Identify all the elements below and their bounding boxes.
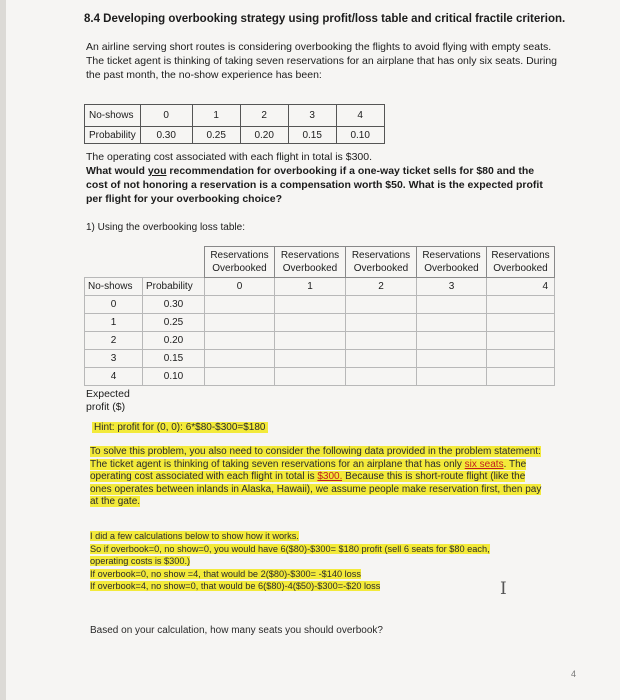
profit-cell[interactable] xyxy=(275,368,346,386)
calc-line: If overbook=4, no show=0, that would be 6($80)-4($50)-$300=-$20 loss xyxy=(90,581,381,591)
profit-cell[interactable] xyxy=(205,350,275,368)
table-cell: 3 xyxy=(288,105,336,127)
noshow-value: 1 xyxy=(85,314,143,332)
profit-cell[interactable] xyxy=(346,350,417,368)
hint-text: Hint: profit for (0, 0): 6*$80-$300=$180 xyxy=(94,422,266,433)
probability-value: 0.10 xyxy=(143,368,205,386)
subheader-row xyxy=(85,278,555,296)
table-cell: 0.20 xyxy=(240,127,288,144)
page-title: 8.4 Developing overbooking strategy using profit/loss table and critical fractile criterion. xyxy=(84,13,566,25)
table-cell: 0 xyxy=(140,105,192,127)
profit-cell[interactable] xyxy=(205,368,275,386)
table-row xyxy=(85,368,555,386)
expected-profit-label: Expected profit ($) xyxy=(86,388,130,413)
table-row xyxy=(85,332,555,350)
overbooked-value: 4 xyxy=(487,278,555,296)
cost-highlight: $300. xyxy=(317,471,343,482)
probability-value: 0.20 xyxy=(143,332,205,350)
loss-table-heading: 1) Using the overbooking loss table: xyxy=(86,222,245,233)
profit-cell[interactable] xyxy=(275,350,346,368)
text-cursor-icon: I xyxy=(500,579,507,599)
table-cell: 0.30 xyxy=(140,127,192,144)
table-cell: 2 xyxy=(240,105,288,127)
probability-value: 0.25 xyxy=(143,314,205,332)
profit-cell[interactable] xyxy=(346,332,417,350)
profit-cell[interactable] xyxy=(275,296,346,314)
profit-cell[interactable] xyxy=(346,296,417,314)
calculations-block xyxy=(90,530,530,593)
noshow-value: 4 xyxy=(85,368,143,386)
profit-cell[interactable] xyxy=(487,350,555,368)
profit-cell[interactable] xyxy=(417,314,487,332)
calc-line: If overbook=0, no show =4, that would be 2($80)-$300= -$140 loss xyxy=(90,568,361,579)
overbooked-value: 0 xyxy=(205,278,275,296)
overbooked-value: 2 xyxy=(346,278,417,296)
profit-cell[interactable] xyxy=(205,332,275,350)
header-row xyxy=(85,247,555,278)
profit-cell[interactable] xyxy=(346,314,417,332)
noshow-value: 2 xyxy=(85,332,143,350)
table-row xyxy=(85,350,555,368)
table-cell: 1 xyxy=(192,105,240,127)
you-underlined: you xyxy=(147,165,167,177)
problem-intro: An airline serving short routes is considering overbooking the flights to avoid flying with empty seats. The ticket agent is thinking of taking seven reservations for an airplane that has only six seats. During the past month, the no-show experience has been: xyxy=(86,41,558,81)
overbooked-value: 3 xyxy=(417,278,487,296)
noshows-header: No-shows xyxy=(85,278,143,296)
profit-cell[interactable] xyxy=(487,314,555,332)
noshow-row-label: No-shows xyxy=(85,105,141,127)
table-row xyxy=(85,314,555,332)
profit-cell[interactable] xyxy=(417,332,487,350)
profit-cell[interactable] xyxy=(417,296,487,314)
column-header: Reservations Overbooked xyxy=(487,247,555,278)
table-cell: 0.10 xyxy=(336,127,384,144)
table-cell: 0.15 xyxy=(288,127,336,144)
profit-cell[interactable] xyxy=(275,314,346,332)
problem-question xyxy=(86,150,556,206)
profit-cell[interactable] xyxy=(205,314,275,332)
cost-line: The operating cost associated with each flight in total is $300. xyxy=(86,151,373,163)
noshow-probability-table xyxy=(84,104,385,144)
profit-cell[interactable] xyxy=(487,296,555,314)
question-text: What would you recommendation for overbooking if a one-way ticket sells for $80 and the cost of not honoring a reservation is a compensation worth $50. What is the expected profit per flight for your overbooking choice? xyxy=(86,165,543,205)
final-question: Based on your calculation, how many seats you should overbook? xyxy=(90,625,383,636)
overbooked-value: 1 xyxy=(275,278,346,296)
six-seats-highlight: six seats xyxy=(464,458,504,470)
calc-line: I did a few calculations below to show how it works. xyxy=(90,531,299,541)
table-cell: 0.25 xyxy=(192,127,240,144)
profit-cell[interactable] xyxy=(487,332,555,350)
column-header: Reservations Overbooked xyxy=(275,247,346,278)
profit-cell[interactable] xyxy=(205,296,275,314)
probability-row-label: Probability xyxy=(85,127,141,144)
overbooking-loss-table xyxy=(84,246,555,386)
profit-cell[interactable] xyxy=(417,368,487,386)
probability-row xyxy=(85,127,385,144)
probability-value: 0.30 xyxy=(143,296,205,314)
column-header: Reservations Overbooked xyxy=(205,247,275,278)
noshow-value: 0 xyxy=(85,296,143,314)
noshow-value: 3 xyxy=(85,350,143,368)
profit-cell[interactable] xyxy=(275,332,346,350)
column-header: Reservations Overbooked xyxy=(346,247,417,278)
table-row xyxy=(85,296,555,314)
profit-cell[interactable] xyxy=(417,350,487,368)
probability-header: Probability xyxy=(143,278,205,296)
profit-cell[interactable] xyxy=(346,368,417,386)
column-header: Reservations Overbooked xyxy=(417,247,487,278)
table-cell: 4 xyxy=(336,105,384,127)
profit-cell[interactable] xyxy=(487,368,555,386)
page-number: 4 xyxy=(571,669,577,679)
probability-value: 0.15 xyxy=(143,350,205,368)
noshow-row xyxy=(85,105,385,127)
page-edge xyxy=(0,0,6,700)
calc-line: So if overbook=0, no show=0, you would have 6($80)-$300= $180 profit (sell 6 seats for $80 each, operating costs is $300.) xyxy=(90,543,490,566)
explanation-paragraph: To solve this problem, you also need to consider the following data provided in the problem statement: The ticket agent is thinking of taking seven reservations for an airplane that has only six seats. The operating cost associated with each flight in total is $300. Because this is short-route flight (like the ones operates between inlands in Alaska, Hawaii), we assume people make reservation first, then pay at the gate. xyxy=(90,446,542,507)
